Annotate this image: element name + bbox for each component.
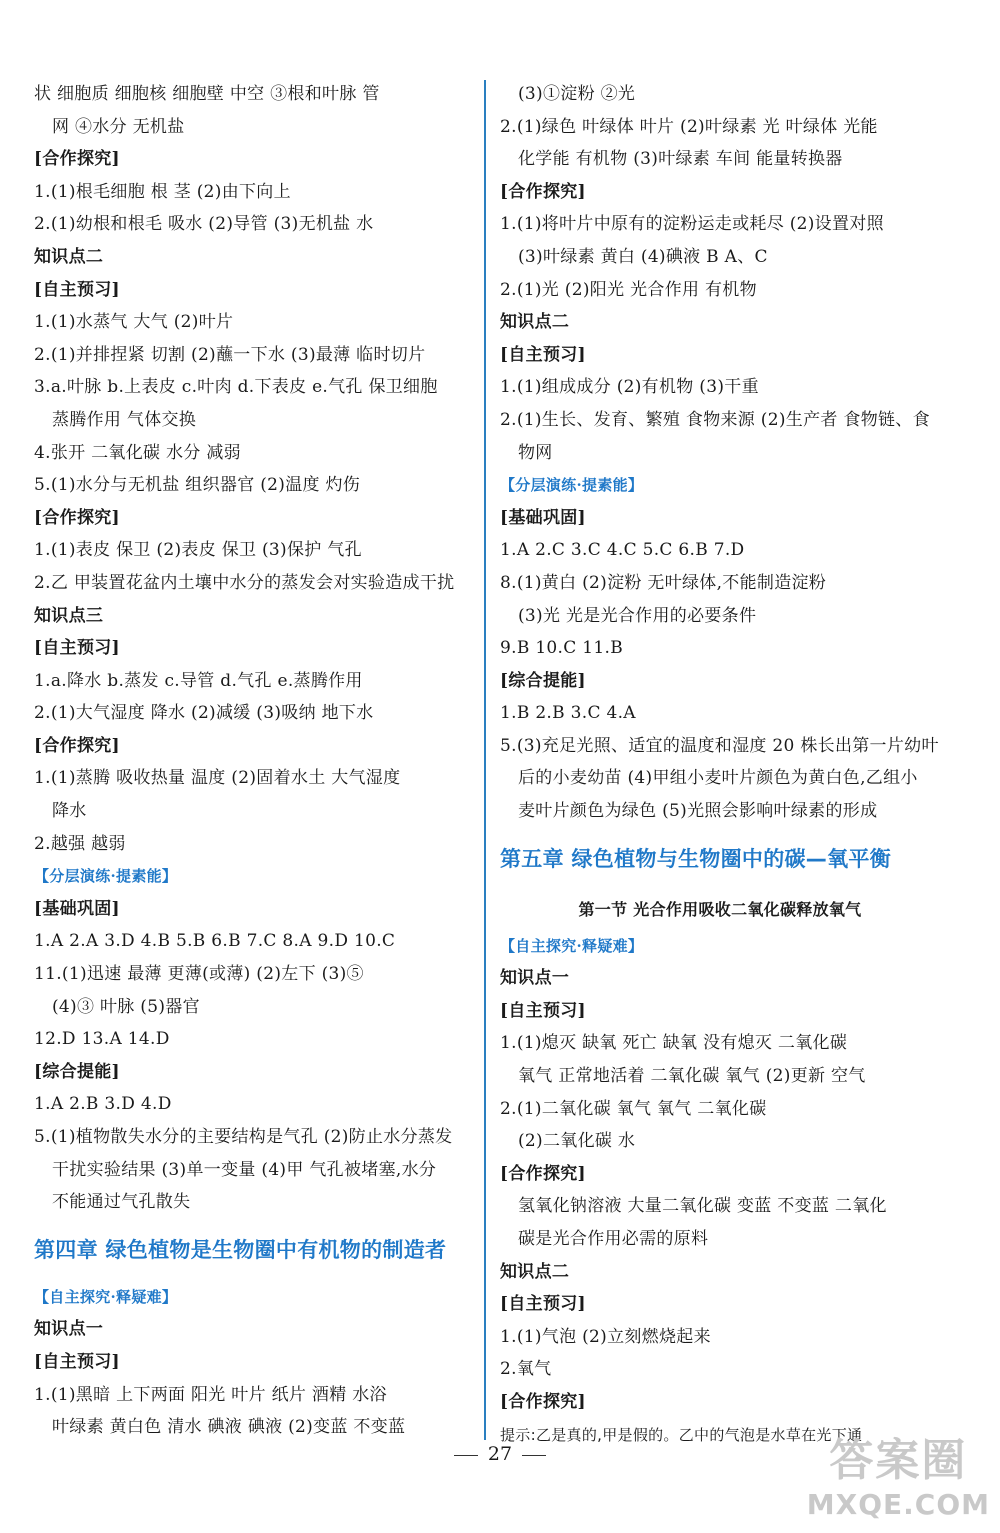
answer-line-continued: 蒸腾作用 气体交换 <box>52 409 197 430</box>
section-heading: [基础巩固] <box>500 507 586 528</box>
answer-line: 8.(1)黄白 (2)淀粉 无叶绿体,不能制造淀粉 <box>500 572 827 593</box>
answer-line-continued: 后的小麦幼苗 (4)甲组小麦叶片颜色为黄白色,乙组小 <box>518 768 918 789</box>
answer-line: 5.(1)水分与无机盐 组织器官 (2)温度 灼伤 <box>34 475 361 496</box>
section-heading: [合作探究] <box>34 149 120 170</box>
answer-line: 4.张开 二氧化碳 水分 减弱 <box>34 442 241 463</box>
answer-line: 1.A 2.A 3.D 4.B 5.B 6.B 7.C 8.A 9.D 10.C <box>34 931 396 952</box>
answer-line-continued: 物网 <box>518 442 553 463</box>
answer-line: 1.a.降水 b.蒸发 c.导管 d.气孔 e.蒸腾作用 <box>34 670 363 691</box>
answer-line-continued: (3)光 光是光合作用的必要条件 <box>518 605 757 626</box>
section-heading: [基础巩固] <box>34 898 120 919</box>
section-heading: [自主预习] <box>34 1351 120 1372</box>
answer-line: 2.(1)二氧化碳 氧气 氧气 二氧化碳 <box>500 1098 767 1119</box>
answer-line: 1.(1)将叶片中原有的淀粉运走或耗尽 (2)设置对照 <box>500 214 884 235</box>
answer-line: 5.(1)植物散失水分的主要结构是气孔 (2)防止水分蒸发 <box>34 1127 453 1147</box>
section-heading: 知识点三 <box>34 605 104 626</box>
answer-line: 2.(1)大气湿度 降水 (2)减缓 (3)吸纳 地下水 <box>34 703 374 724</box>
answer-line: 1.A 2.C 3.C 4.C 5.C 6.B 7.D <box>500 540 745 561</box>
left-column <box>34 78 474 1444</box>
answer-line: 状 细胞质 细胞核 细胞壁 中空 ③根和叶脉 管 <box>34 84 380 104</box>
answer-line-continued: (4)③ 叶脉 (5)器官 <box>52 996 200 1017</box>
section-tag: 【分层演练·提素能】 <box>34 867 178 886</box>
section-heading: [合作探究] <box>500 181 586 202</box>
answer-line: 2.越强 越弱 <box>34 833 126 854</box>
answer-line: 1.(1)熄灭 缺氧 死亡 缺氧 没有熄灭 二氧化碳 <box>500 1033 848 1054</box>
section-heading: [合作探究] <box>500 1391 586 1412</box>
answer-line: 1.B 2.B 3.C 4.A <box>500 703 636 724</box>
section-tag: 【分层演练·提素能】 <box>500 476 644 495</box>
section-heading: [自主预习] <box>34 279 120 300</box>
answer-line-continued: (2)二氧化碳 水 <box>518 1131 636 1152</box>
answer-line: 12.D 13.A 14.D <box>34 1029 170 1050</box>
chapter-title: 第四章 绿色植物是生物圈中有机物的制造者 <box>34 1237 447 1262</box>
answer-line: 1.(1)表皮 保卫 (2)表皮 保卫 (3)保护 气孔 <box>34 540 362 561</box>
answer-line-continued: 干扰实验结果 (3)单一变量 (4)甲 气孔被堵塞,水分 <box>52 1159 437 1180</box>
answer-line-continued: 氧气 正常地活着 二氧化碳 氧气 (2)更新 空气 <box>518 1066 866 1087</box>
answer-line: 1.(1)水蒸气 大气 (2)叶片 <box>34 312 234 333</box>
answer-line: 2.氧气 <box>500 1359 552 1380</box>
answer-line-continued: 碳是光合作用必需的原料 <box>518 1229 709 1249</box>
section-heading: 知识点二 <box>34 246 104 267</box>
answer-line: 1.(1)根毛细胞 根 茎 (2)由下向上 <box>34 181 291 202</box>
dash-left <box>454 1455 478 1456</box>
answer-line-continued: 麦叶片颜色为绿色 (5)光照会影响叶绿素的形成 <box>518 801 878 822</box>
section-heading: [自主预习] <box>500 344 586 365</box>
section-heading: 知识点二 <box>500 1261 570 1282</box>
answer-line: 2.(1)绿色 叶绿体 叶片 (2)叶绿素 光 叶绿体 光能 <box>500 116 878 137</box>
answer-line-continued: 化学能 有机物 (3)叶绿素 车间 能量转换器 <box>518 149 843 170</box>
section-heading: 知识点一 <box>500 968 570 989</box>
answer-line: 1.(1)蒸腾 吸收热量 温度 (2)固着水土 大气湿度 <box>34 768 401 789</box>
watermark-url: MXQE.COM <box>806 1488 990 1521</box>
answer-line-continued: (3)叶绿素 黄白 (4)碘液 B A、C <box>518 246 768 267</box>
answer-line: 2.(1)光 (2)阳光 光合作用 有机物 <box>500 279 757 300</box>
subsection-title: 第一节 光合作用吸收二氧化碳释放氧气 <box>578 899 862 919</box>
answer-line: 9.B 10.C 11.B <box>500 638 623 659</box>
answer-line-continued: 叶绿素 黄白色 清水 碘液 碘液 (2)变蓝 不变蓝 <box>52 1417 406 1438</box>
page-number-text: 27 <box>487 1443 513 1465</box>
section-tag: 【自主探究·释疑难】 <box>500 936 644 955</box>
section-heading: [自主预习] <box>500 1294 586 1315</box>
section-heading: [合作探究] <box>500 1163 586 1184</box>
section-tag: 【自主探究·释疑难】 <box>34 1287 178 1306</box>
answer-line: 2.(1)幼根和根毛 吸水 (2)导管 (3)无机盐 水 <box>34 214 374 235</box>
answer-line: 1.A 2.B 3.D 4.D <box>34 1094 172 1115</box>
section-heading: [综合提能] <box>500 670 586 691</box>
section-heading: [自主预习] <box>500 1000 586 1021</box>
answer-line: 1.(1)黑暗 上下两面 阳光 叶片 纸片 酒精 水浴 <box>34 1384 387 1405</box>
answer-line: 2.(1)并排捏紧 切割 (2)蘸一下水 (3)最薄 临时切片 <box>34 344 426 365</box>
answer-line: 11.(1)迅速 最薄 更薄(或薄) (2)左下 (3)⑤ <box>34 964 364 985</box>
watermark <box>807 1424 990 1521</box>
answer-line-continued: (3)①淀粉 ②光 <box>518 84 636 104</box>
dash-right <box>522 1455 546 1456</box>
answer-line-continued: 降水 <box>52 801 87 822</box>
answer-line-continued: 不能通过气孔散失 <box>52 1192 191 1213</box>
section-heading: [自主预习] <box>34 638 120 659</box>
answer-line: 5.(3)充足光照、适宜的温度和湿度 20 株长出第一片幼叶 <box>500 735 939 756</box>
answer-line-continued: 氢氧化钠溶液 大量二氧化碳 变蓝 不变蓝 二氧化 <box>518 1196 887 1217</box>
section-heading: [合作探究] <box>34 735 120 756</box>
section-heading: [合作探究] <box>34 507 120 528</box>
answer-line: 2.(1)生长、发育、繁殖 食物来源 (2)生产者 食物链、食 <box>500 409 930 430</box>
section-heading: 知识点二 <box>500 312 570 333</box>
answer-line: 3.a.叶脉 b.上表皮 c.叶肉 d.下表皮 e.气孔 保卫细胞 <box>34 377 438 398</box>
chapter-title: 第五章 绿色植物与生物圈中的碳—氧平衡 <box>500 846 892 871</box>
column-divider <box>484 80 486 1440</box>
section-heading: 知识点一 <box>34 1319 104 1340</box>
hint-line: 提示:乙是真的,甲是假的。乙中的气泡是水草在光下通 <box>500 1425 863 1444</box>
answer-line: 2.乙 甲装置花盆内土壤中水分的蒸发会对实验造成干扰 <box>34 572 455 593</box>
answer-line: 1.(1)组成成分 (2)有机物 (3)干重 <box>500 377 759 398</box>
answer-line: 1.(1)气泡 (2)立刻燃烧起来 <box>500 1326 711 1347</box>
section-heading: [综合提能] <box>34 1061 120 1082</box>
watermark-logo-text: 答案圈 <box>829 1435 968 1486</box>
answer-line-continued: 网 ④水分 无机盐 <box>52 116 185 137</box>
right-column <box>500 78 940 1451</box>
